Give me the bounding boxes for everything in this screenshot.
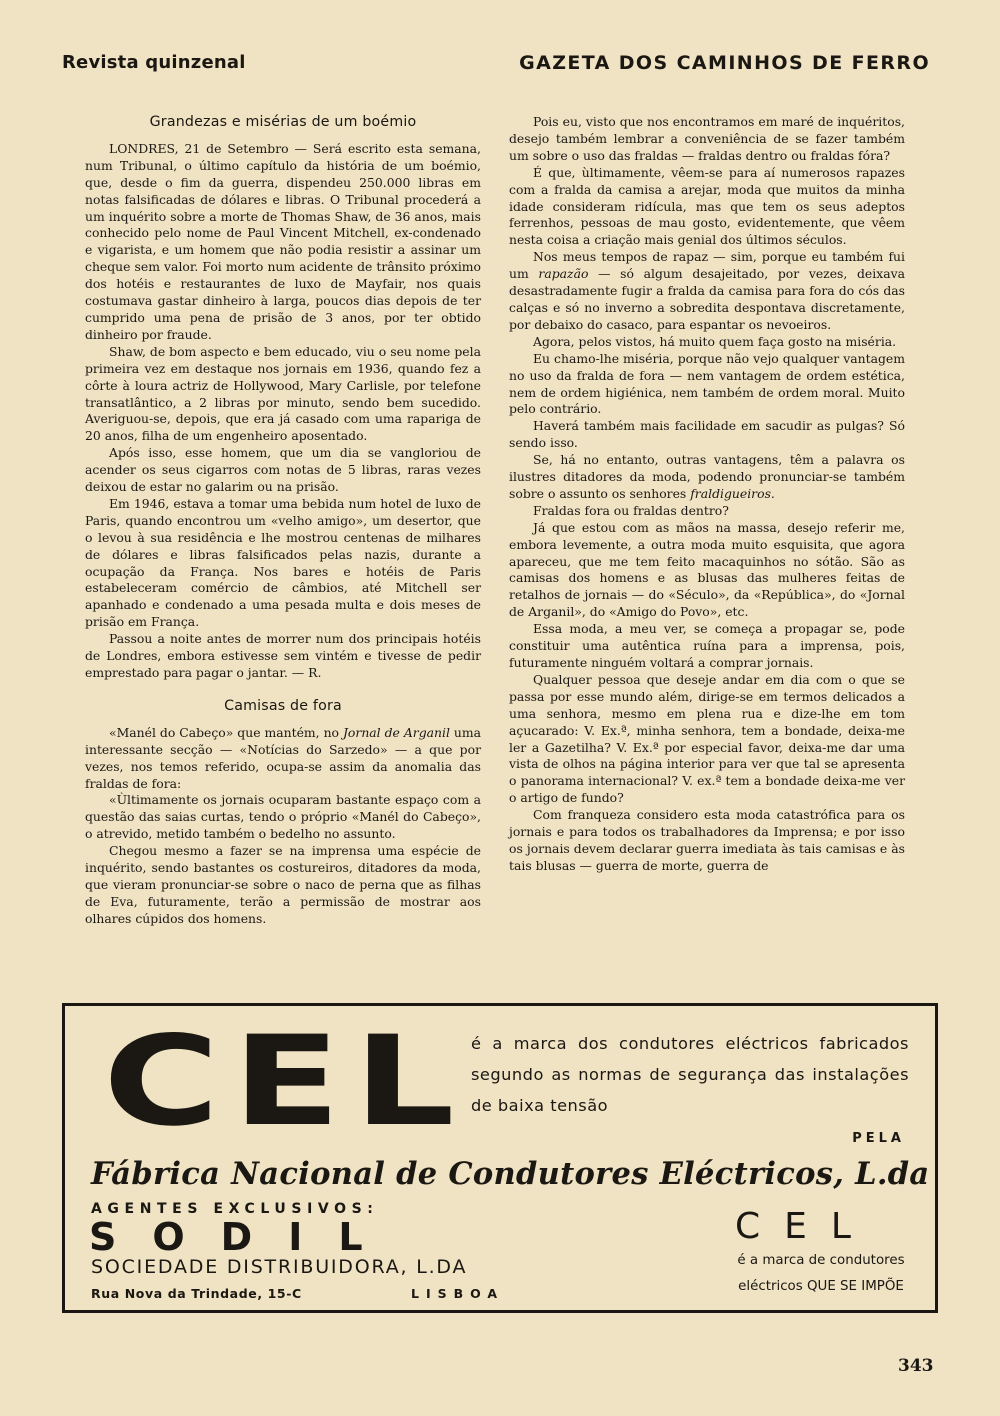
header-periodicity: Revista quinzenal — [62, 52, 246, 73]
ad-company-name: Fábrica Nacional de Condutores Eléctricos, L.da — [91, 1156, 930, 1192]
article-paragraph — [509, 249, 905, 334]
text-run: Nos meus tempos de rapaz — sim, porque eu também fui um — [509, 249, 905, 282]
ad-agents-label: AGENTES EXCLUSIVOS: — [91, 1201, 379, 1217]
right-column — [509, 114, 905, 875]
ad-city: LISBOA — [411, 1286, 505, 1301]
article-paragraph: Shaw, de bom aspecto e bem educado, viu o seu nome pela primeira vez em destaque nos jornais em 1936, quando fez a côrte à loura actriz de Hollywood, Mary Carlisle, por telefone transatlântico, a 2 libras por minuto, sendo bem sucedido. Averiguou-se, depois, que era já casado com uma rapariga de 20 anos, filha de um engenheiro aposentado. — [85, 343, 481, 444]
text-run: — só algum desajeitado, por vezes, deixava desastradamente fugir a fralda da camisa para fora do cós das calças e só no inverno a sobredita despontava discretamente, por debaixo do casaco, para espantar os nevoeiros. — [509, 266, 905, 332]
article-paragraph — [85, 725, 481, 793]
article-paragraph: «Ùltimamente os jornais ocuparam bastante espaço com a questão das saias curtas, tendo o próprio «Manél do Cabeço», o atrevido, metido também o bedelho no assunto. — [85, 792, 481, 842]
ad-tagline: é a marca dos condutores eléctricos fabricados segundo as normas de segurança das instalações de baixa tensão — [471, 1034, 909, 1115]
article-paragraph — [509, 452, 905, 503]
article-paragraph: Fraldas fora ou fraldas dentro? — [533, 502, 729, 518]
article-paragraph: Em 1946, estava a tomar uma bebida num hotel de luxo de Paris, quando encontrou um «velho amigo», um desertor, que o levou à sua residência e lhe mostrou centenas de milhares de dólares e libras falsificados pelas nazis, durante a ocupação da França. Nos bares e hotéis de Paris estabeleceram comércio de câmbios, até Mitchell ser apanhado e condenado a uma pesada multa e dois meses de prisão em França. — [85, 495, 481, 630]
article-paragraph: Com franqueza considero esta moda catastrófica para os jornais e para todos os trabalhadores da Imprensa; e por isso os jornais devem declarar guerra imediata às tais camisas e às tais blusas — guerra de morte, guerra de — [509, 807, 905, 873]
article-paragraph: Pois eu, visto que nos encontramos em maré de inquéritos, desejo também lembrar a conveniência de se fazer também um sobre o uso das fraldas — fraldas dentro ou fraldas fóra? — [509, 114, 905, 163]
article-paragraph: Chegou mesmo a fazer se na imprensa uma espécie de inquérito, sendo bastantes os costureiros, ditadores da moda, que vieram pronunciar-se sobre o naco de perna que as filhas de Eva, futuramente, terão a permissão de mostrar aos olhares cúpidos dos homens. — [85, 843, 481, 926]
ad-address: Rua Nova da Trindade, 15-C — [91, 1286, 302, 1301]
article-paragraph: É que, ùltimamente, vêem-se para aí numerosos rapazes com a fralda da camisa a arejar, moda que muitos da minha idade consideram ridícula, mas que tem os seus adeptos ferrenhos, pessoas de mau gosto, evidentemente, que vêem nesta coisa a criação mais genial dos últimos séculos. — [509, 164, 905, 248]
text-run: «Manél do Cabeço» que mantém, no — [109, 724, 343, 740]
page-number: 343 — [898, 1356, 934, 1376]
text-run: Se, há no entanto, outras vantagens, têm a palavra os ilustres ditadores da moda, podendo pronunciar-se também sobre o assunto os senhores — [509, 452, 905, 501]
article-paragraph: LONDRES, 21 de Setembro — Será escrito esta semana, num Tribunal, o último capítulo da história de um boémio, que, desde o fim da guerra, dispendeu 250.000 libras em notas falsificadas de dólares e libras. O Tribunal procederá a um inquérito sobre a morte de Thomas Shaw, de 36 anos, mais conhecido pelo nome de Paul Vincent Mitchell, ex-condenado e vigarista, e um homem que não podia resistir a assinar um cheque sem valor. Foi morto num acidente de trânsito próximo dos hotéis e restaurantes de luxo de Mayfair, nos quais costumava gastar dinheiro à larga, poucos dias depois de ter cumprido uma pena de prisão de 3 anos, por ter obtido dinheiro por fraude. — [85, 140, 481, 342]
page-header — [62, 52, 930, 82]
article-title-camisas: Camisas de fora — [224, 697, 342, 714]
newspaper-name: Jornal de Arganil — [342, 724, 450, 740]
article-paragraph: Essa moda, a meu ver, se começa a propagar se, pode constituir uma autêntica ruína para a imprensa, pois, futuramente ninguém voltará a comprar jornais. — [509, 621, 905, 670]
article-title-boemio: Grandezas e misérias de um boémio — [149, 114, 417, 130]
left-column — [85, 114, 481, 928]
ad-pela: PELA — [852, 1131, 905, 1146]
cel-secondary-logo: CEL — [735, 1206, 875, 1247]
article-paragraph: Agora, pelos vistos, há muito quem faça gosto na miséria. — [533, 333, 897, 349]
article-paragraph: Passou a noite antes de morrer num dos principais hotéis de Londres, embora estivesse sem vintém e tivesse de pedir emprestado para pagar o jantar. — R. — [85, 631, 481, 680]
emphasized-word: rapazão — [538, 266, 589, 282]
ad-sodil-name: SODIL — [89, 1215, 399, 1259]
header-publication-title: GAZETA DOS CAMINHOS DE FERRO — [519, 52, 930, 74]
text-run: uma interessante secção — «Notícias do Sarzedo» — a que por vezes, nos temos referido, ocupa-se assim da anomalia das fraldas de fora: — [85, 724, 481, 791]
article-paragraph: Já que estou com as mãos na massa, desejo referir me, embora levemente, a outra moda muito esquisita, que agora apareceu, que me tem feito macaquinhos no sótão. São as camisas dos homens e as blusas das mulheres feitas de retalhos de jornais — do «Século», da «República», do «Jornal de Arganil», do «Amigo do Povo», etc. — [509, 519, 905, 620]
emphasized-word: fraldigueiros. — [690, 485, 775, 501]
ad-distributor-name: SOCIEDADE DISTRIBUIDORA, L.DA — [91, 1256, 468, 1278]
ad-slogan: é a marca de condutores eléctricos QUE SE IMPÕE — [737, 1253, 905, 1294]
article-paragraph: Eu chamo-lhe miséria, porque não vejo qualquer vantagem no uso da fralda de fora — nem vantagem de ordem estética, nem de ordem higiénica, nem também de ordem moral. Muito pelo contrário. — [509, 350, 905, 417]
article-paragraph: Qualquer pessoa que deseje andar em dia com o que se passa por esse mundo além, dirige-se em termos delicados a uma senhora, mesmo em plena rua e dize-lhe em tom açucarado: V. Ex.ª, minha senhora, tem a bondade, deixa-me ler a Gazetilha? V. Ex.ª por especial favor, deixa-me dar uma vista de olhos na página interior para ver que tal se apresenta o panorama internacional? V. ex.ª tem a bondade deixa-me ver o artigo de fundo? — [509, 671, 905, 806]
cel-logo: CEL — [103, 1010, 468, 1154]
article-paragraph: Haverá também mais facilidade em sacudir as pulgas? Só sendo isso. — [509, 418, 905, 451]
cel-advertisement — [62, 1003, 938, 1313]
article-paragraph: Após isso, esse homem, que um dia se vangloriou de acender os seus cigarros com notas de 5 libras, raras vezes deixou de estar no galarim ou na prisão. — [85, 445, 481, 495]
